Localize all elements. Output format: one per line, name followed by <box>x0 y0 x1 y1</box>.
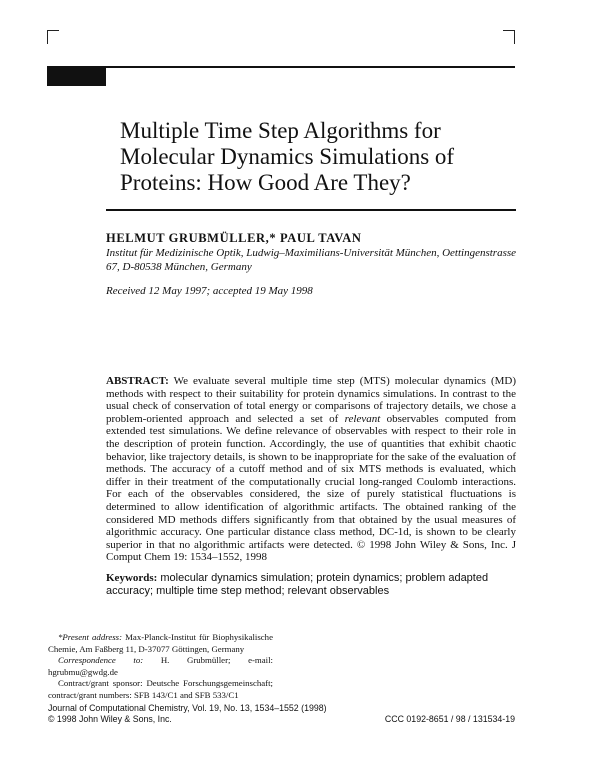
crop-mark-top-left <box>47 30 48 44</box>
footnote-present-text: Max-Planck-Institut für Biophysikalische Chemie, Am Faßberg 11, D-37077 Göttingen, Germany <box>48 632 273 654</box>
keywords <box>106 572 516 598</box>
title-rule <box>106 209 516 211</box>
footnote-correspondence <box>48 655 273 678</box>
crop-mark-top-left <box>47 30 59 31</box>
header-rule <box>47 66 515 68</box>
article-title: Multiple Time Step Algorithms for Molecular Dynamics Simulations of Proteins: How Good Are They? <box>120 118 455 195</box>
affiliation: Institut für Medizinische Optik, Ludwig–Maximilians-Universität München, Oettingenstrasse 67, D-80538 München, Germany <box>106 247 517 273</box>
abstract <box>106 375 516 564</box>
footnote-grant: Contract/grant sponsor: Deutsche Forschungsgemeinschaft; contract/grant numbers: SFB 143/C1 and SFB 533/C1 <box>48 678 273 700</box>
abstract-text-a: We evaluate several multiple time step (MTS) molecular dynamics (MD) methods with respect to their suitability for protein dynamics simulations. In contrast to the usual check of conservation of total energy or comparisons of trajectory details, we chose a problem-oriented approach and selected a set of <box>106 375 516 425</box>
received-accepted-dates: Received 12 May 1997; accepted 19 May 1998 <box>106 285 313 297</box>
footnote-present-label: *Present address: <box>58 632 123 642</box>
footnotes <box>48 632 273 702</box>
footnote-corr-label: Correspondence to: <box>58 655 144 666</box>
abstract-label: ABSTRACT: <box>106 375 169 387</box>
crop-mark-top-right <box>503 30 515 31</box>
keywords-label: Keywords: <box>106 572 158 584</box>
crop-mark-top-right <box>514 30 515 44</box>
journal-copyright: © 1998 John Wiley & Sons, Inc. <box>48 713 172 724</box>
abstract-emph: relevant <box>344 412 381 425</box>
keywords-text: molecular dynamics simulation; protein dynamics; problem adapted accuracy; multiple time step method; relevant observables <box>106 572 489 597</box>
abstract-text-b: observables computed from extended test simulations. We define relevance of observables with respect to their role in the description of protein function. Accordingly, the use of quantities that exhibit chaotic behavior, like trajectory details, is shown to be inappropriate for the sake of the evaluation of methods. The accuracy of a cutoff method and of six MTS methods is evaluated, which differ in their treatment of the computationally crucial long-ranged Coulomb interactions. For each of the observables considered, the size of purely statistical fluctuations is determined to allow identification of algorithmic artifacts. The obtained ranking of the considered MD methods differs significantly from that obtained by the usual measures of algorithmic accuracy. One particular distance class method, DC-1d, is shown to be clearly superior in that no algorithmic artifacts were detected. © 1998 John Wiley & Sons, Inc. J Comput Chem 19: 1534–1552, 1998 <box>106 412 516 564</box>
authors: HELMUT GRUBMÜLLER,* PAUL TAVAN <box>106 231 362 245</box>
footnote-corr-text: H. Grubmüller; e-mail: hgrubmu@gwdg.de <box>48 655 273 677</box>
ccc-code: CCC 0192-8651 / 98 / 131534-19 <box>384 714 515 724</box>
journal-citation: Journal of Computational Chemistry, Vol. 19, No. 13, 1534–1552 (1998) <box>48 703 327 713</box>
footnote-present-address <box>48 632 273 655</box>
journal-info <box>48 703 327 724</box>
header-black-block <box>47 66 106 86</box>
